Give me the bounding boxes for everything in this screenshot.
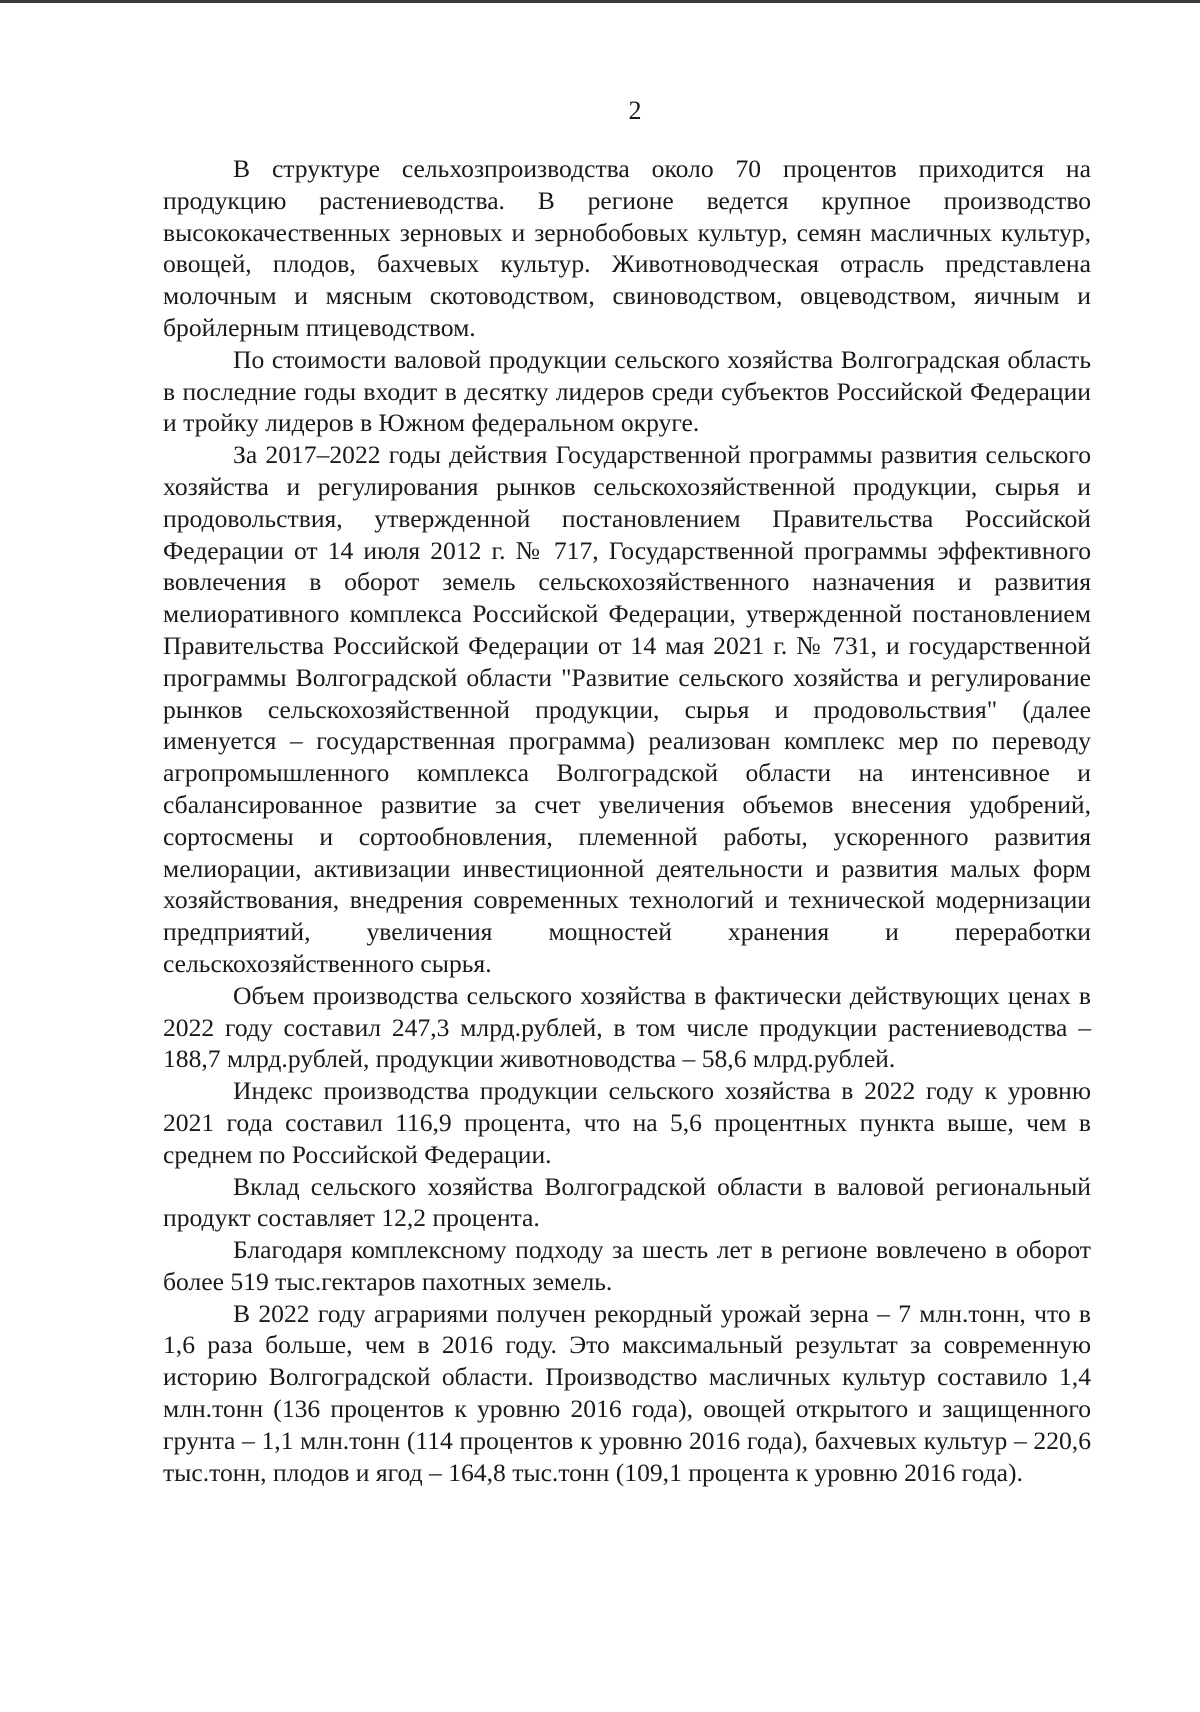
paragraph-production-structure: В структуре сельхозпроизводства около 70 процентов приходится на продукцию растениеводства. В регионе ведется крупное производство высококачественных зерновых и зернобобовых культур, семян масличных культур, овощей, плодов, бахчевых культур. Животноводческая отрасль представлена молочным и мясным скотоводством, свиноводством, овцеводством, яичным и бройлерным птицеводством. (163, 154, 1091, 342)
scan-edge (0, 0, 1200, 3)
paragraph-land-involvement: Благодаря комплексному подходу за шесть лет в регионе вовлечено в оборот более 519 тыс.гектаров пахотных земель. (163, 1235, 1091, 1296)
paragraph-gross-output-ranking: По стоимости валовой продукции сельского хозяйства Волгоградская область в последние годы входит в десятку лидеров среди субъектов Российской Федерации и тройку лидеров в Южном федеральном округе. (163, 344, 1091, 438)
paragraph-state-programs: За 2017–2022 годы действия Государственной программы развития сельского хозяйства и регулирования рынков сельскохозяйственной продукции, сырья и продовольствия, утвержденной постановлением Правительства Российской Федерации от 14 июля 2012 г. № 717, Государственной программы эффективного вовлечения в оборот земель сельскохозяйственного назначения и развития мелиоративного комплекса Российской Федерации, утвержденной постановлением Правительства Российской Федерации от 14 мая 2021 г. № 731, и государственной программы Волгоградской области "Развитие сельского хозяйства и регулирование рынков сельскохозяйственной продукции, сырья и продовольствия" (далее именуется – государственная программа) реализован комплекс мер по переводу агропромышленного комплекса Волгоградской области на интенсивное и сбалансированное развитие за счет увеличения объемов внесения удобрений, сортосмены и сортообновления, племенной работы, ускоренного развития мелиорации, активизации инвестиционной деятельности и развития малых форм хозяйствования, внедрения современных технологий и технической модернизации предприятий, увеличения мощностей хранения и переработки сельскохозяйственного сырья. (163, 440, 1091, 978)
paragraph-production-index: Индекс производства продукции сельского хозяйства в 2022 году к уровню 2021 года составил 116,9 процента, что на 5,6 процентных пункта выше, чем в среднем по Российской Федерации. (163, 1076, 1091, 1169)
page-number: 2 (628, 96, 642, 125)
paragraph-harvest-results: В 2022 году аграриями получен рекордный урожай зерна – 7 млн.тонн, что в 1,6 раза больше, чем в 2016 году. Это максимальный результат за современную историю Волгоградской области. Производство масличных культур составило 1,4 млн.тонн (136 процентов к уровню 2016 года), овощей открытого и защищенного грунта – 1,1 млн.тонн (114 процентов к уровню 2016 года), бахчевых культур – 220,6 тыс.тонн, плодов и ягод – 164,8 тыс.тонн (109,1 процента к уровню 2016 года). (163, 1298, 1091, 1487)
paragraph-grp-contribution: Вклад сельского хозяйства Волгоградской области в валовой региональный продукт составляет 12,2 процента. (163, 1171, 1091, 1233)
paragraph-production-volume: Объем производства сельского хозяйства в фактически действующих ценах в 2022 году составил 247,3 млрд.рублей, в том числе продукции растениеводства – 188,7 млрд.рублей, продукции животноводства – 58,6 млрд.рублей. (163, 980, 1091, 1074)
document-body (163, 153, 1091, 1488)
